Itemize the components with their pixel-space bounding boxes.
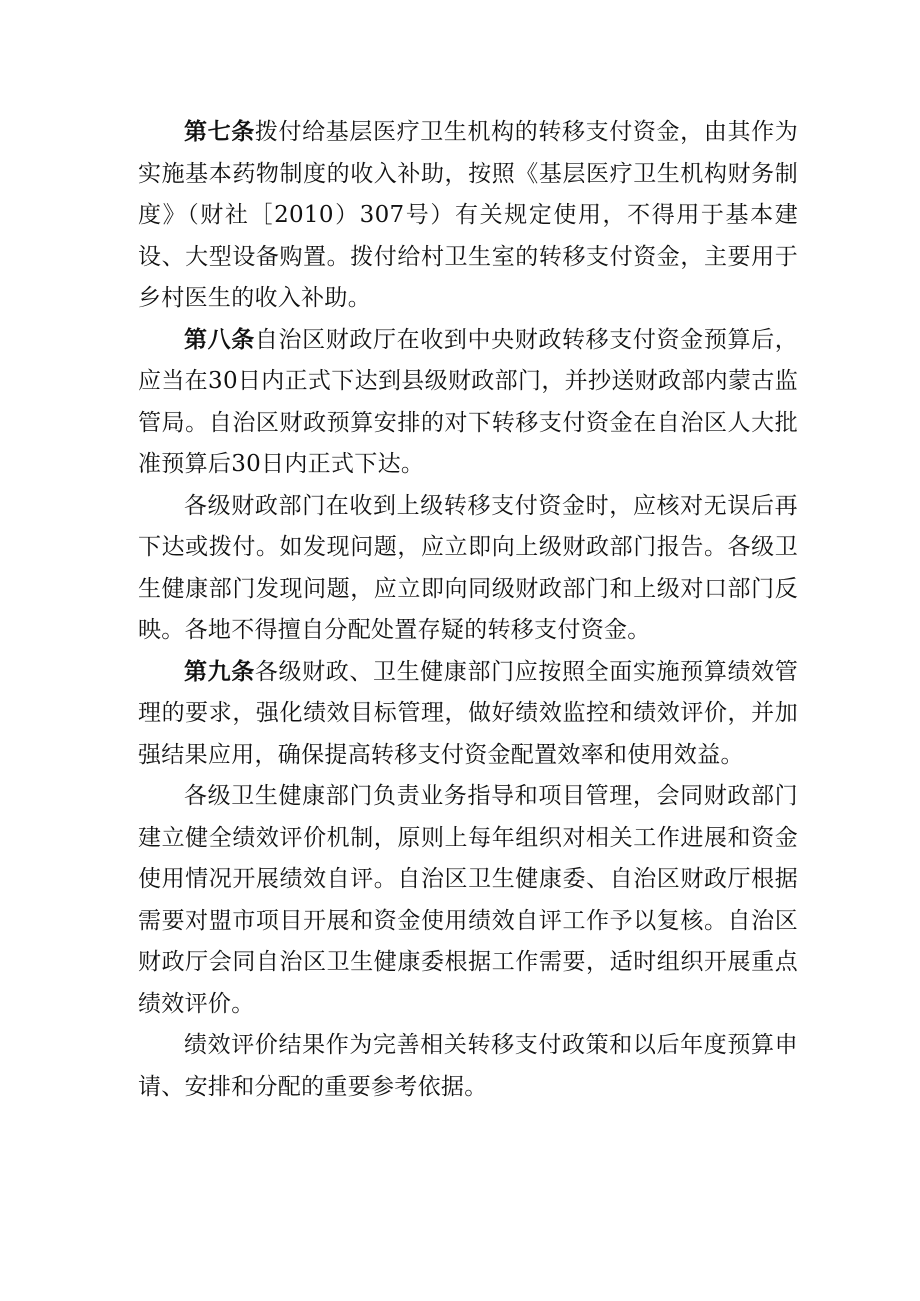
article-label: 第八条 (184, 326, 255, 353)
document-body (138, 112, 798, 1108)
article-8-paragraph-2 (138, 486, 798, 652)
article-7-paragraph (138, 112, 798, 320)
paragraph-text: 各级财政、卫生健康部门应按照全面实施预算绩效管理的要求，强化绩效目标管理，做好绩效监控和绩效评价，并加强结果应用，确保提高转移支付资金配置效率和使用效益。 (138, 658, 798, 768)
article-8-paragraph (138, 320, 798, 486)
article-label: 第九条 (184, 658, 255, 685)
article-9-paragraph-2 (138, 776, 798, 1025)
paragraph-text: 各级卫生健康部门负责业务指导和项目管理，会同财政部门建立健全绩效评价机制，原则上每年组织对相关工作进展和资金使用情况开展绩效自评。自治区卫生健康委、自治区财政厅根据需要对盟市项目开展和资金使用绩效自评工作予以复核。自治区财政厅会同自治区卫生健康委根据工作需要，适时组织开展重点绩效评价。 (138, 783, 798, 1017)
paragraph-text: 各级财政部门在收到上级转移支付资金时，应核对无误后再下达或拨付。如发现问题，应立即向上级财政部门报告。各级卫生健康部门发现问题，应立即向同级财政部门和上级对口部门反映。各地不得擅自分配处置存疑的转移支付资金。 (138, 492, 798, 643)
article-9-paragraph-3 (138, 1025, 798, 1108)
paragraph-text: 拨付给基层医疗卫生机构的转移支付资金，由其作为实施基本药物制度的收入补助，按照《基层医疗卫生机构财务制度》（财社［2010）307号）有关规定使用，不得用于基本建设、大型设备购置。拨付给村卫生室的转移支付资金，主要用于乡村医生的收入补助。 (138, 119, 798, 311)
article-9-paragraph (138, 652, 798, 777)
article-label: 第七条 (184, 119, 255, 145)
paragraph-text: 绩效评价结果作为完善相关转移支付政策和以后年度预算申请、安排和分配的重要参考依据。 (138, 1032, 798, 1100)
paragraph-text: 自治区财政厅在收到中央财政转移支付资金预算后，应当在30日内正式下达到县级财政部门，并抄送财政部内蒙古监管局。自治区财政预算安排的对下转移支付资金在自治区人大批准预算后30日内正式下达。 (138, 326, 798, 477)
